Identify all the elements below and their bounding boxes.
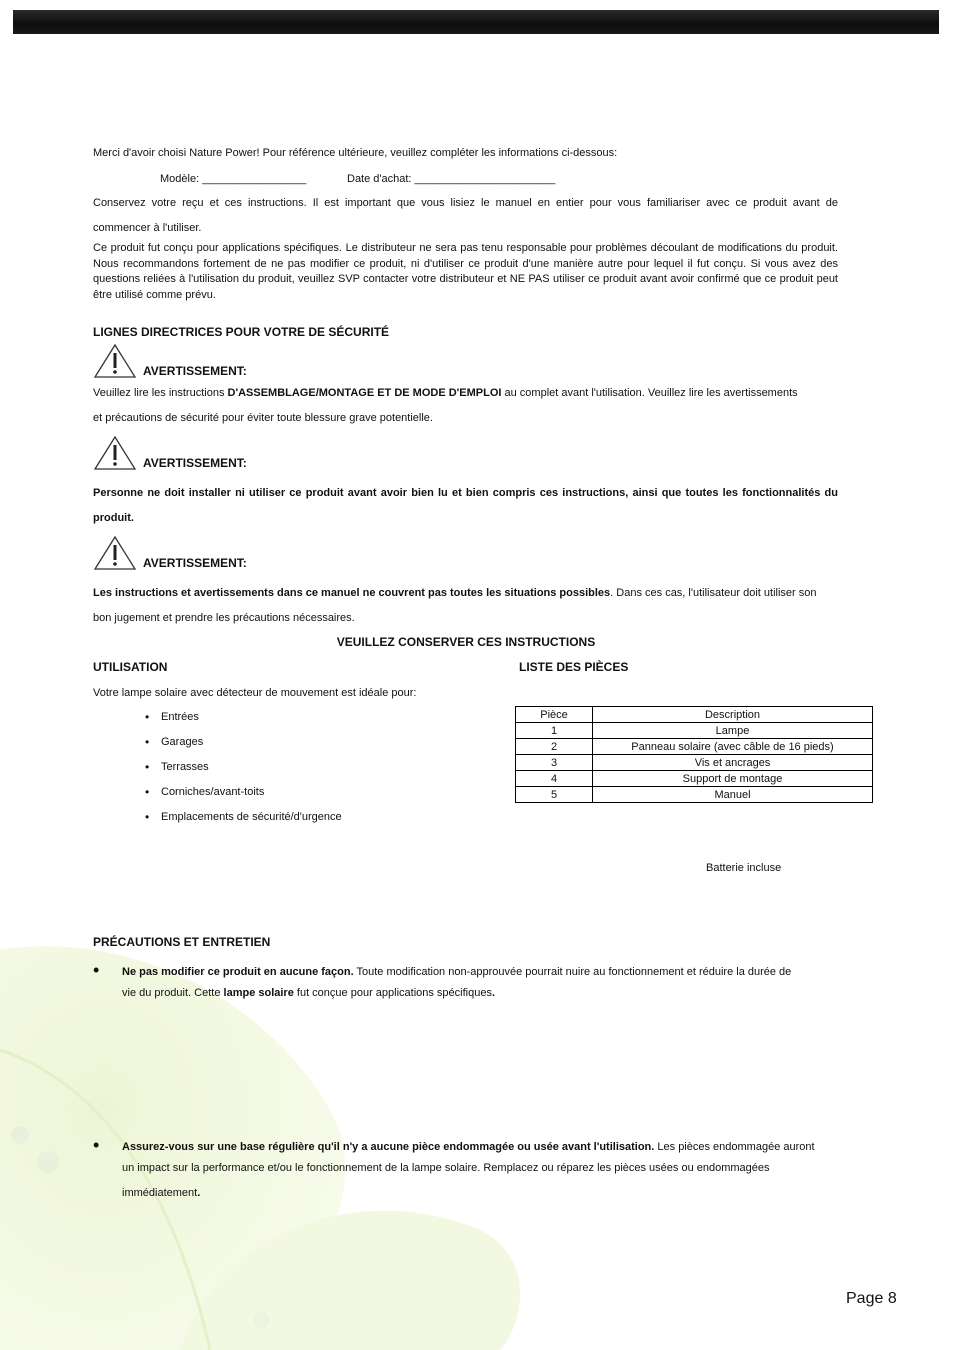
- care-point-2-line3: immédiatement.: [122, 1187, 201, 1199]
- warning-triangle-icon: [93, 535, 137, 571]
- warning-triangle-icon: [93, 343, 137, 379]
- warning-label-3: AVERTISSEMENT:: [143, 556, 247, 570]
- piece-number: 2: [516, 739, 593, 755]
- warning-1-text: Veuillez lire les instructions D'ASSEMBLAGE/MONTAGE ET DE MODE D'EMPLOI au complet avant l'utilisation. Veuillez lire les avertissements: [93, 387, 798, 399]
- keep-receipt-line1: Conservez votre reçu et ces instructions. Il est important que vous lisiez le manuel en entier pour vous familiariser avec ce produit avant de: [93, 197, 838, 209]
- piece-number: 1: [516, 723, 593, 739]
- care-point-1-line2: vie du produit. Cette lampe solaire fut conçue pour applications spécifiques.: [122, 987, 496, 999]
- table-header-row: [516, 707, 873, 723]
- warning-2-text-line2: produit.: [93, 512, 134, 524]
- table-row: [516, 771, 873, 787]
- usage-list-item: • Terrasses: [145, 760, 209, 774]
- care-heading: PRÉCAUTIONS ET ENTRETIEN: [93, 935, 271, 949]
- piece-number: 3: [516, 755, 593, 771]
- care-point-2: Assurez-vous sur une base régulière qu'il n'y a aucune pièce endommagée ou usée avant l'utilisation. Les pièces endommagée auront: [122, 1141, 815, 1153]
- col-header-description: Description: [593, 707, 873, 723]
- table-row: [516, 739, 873, 755]
- battery-note: Batterie incluse: [706, 862, 782, 874]
- parts-heading: LISTE DES PIÈCES: [519, 660, 629, 674]
- usage-intro: Votre lampe solaire avec détecteur de mouvement est idéale pour:: [93, 687, 417, 699]
- warning-2-text: Personne ne doit installer ni utiliser ce produit avant avoir bien lu et bien compris ces instructions, ainsi que toutes les fonctionnalités du: [93, 487, 838, 499]
- parts-table: [515, 706, 873, 803]
- piece-number: 4: [516, 771, 593, 787]
- page-number: Page 8: [846, 1290, 897, 1307]
- care-point-1: Ne pas modifier ce produit en aucune façon. Toute modification non-approuvée pourrait nuire au fonctionnement et réduire la durée de: [122, 966, 792, 978]
- table-row: [516, 787, 873, 803]
- warning-1-text-line2: et précautions de sécurité pour éviter toute blessure grave potentielle.: [93, 412, 433, 424]
- intro-text: Merci d'avoir choisi Nature Power! Pour référence ultérieure, veuillez compléter les informations ci-dessous:: [93, 147, 618, 159]
- warning-3-text: Les instructions et avertissements dans ce manuel ne couvrent pas toutes les situations possibles. Dans ces cas, l'utilisateur doit utiliser son: [93, 587, 817, 599]
- table-row: [516, 755, 873, 771]
- safety-heading: LIGNES DIRECTRICES POUR VOTRE DE SÉCURITÉ: [93, 325, 390, 339]
- bullet-icon: •: [93, 960, 100, 980]
- disclaimer-paragraph: Ce produit fut conçu pour applications spécifiques. Le distributeur ne sera pas tenu responsable pour problèmes découlant de modifications du produit. Nous recommandons fortement de ne pas modifier ce produit, ni d'utiliser ce produit d'une manière autre pour lequel il fut conçu. Si vous avez des questions reliées à l'utilisation du produit, veuillez SVP contacter votre distributeur et NE PAS utiliser ce produit avant avoir confirmé que ce produit peut être utilisé comme prévu.: [93, 242, 838, 301]
- warning-label-1: AVERTISSEMENT:: [143, 364, 247, 378]
- bullet-icon: •: [93, 1135, 100, 1155]
- model-field: Modèle: _________________: [160, 173, 307, 185]
- piece-description: Panneau solaire (avec câble de 16 pieds): [593, 739, 873, 755]
- warning-label-2: AVERTISSEMENT:: [143, 456, 247, 470]
- warning-3-text-line2: bon jugement et prendre les précautions nécessaires.: [93, 612, 355, 624]
- usage-list-item: • Emplacements de sécurité/d'urgence: [145, 810, 342, 824]
- piece-description: Manuel: [593, 787, 873, 803]
- table-row: [516, 723, 873, 739]
- piece-description: Lampe: [593, 723, 873, 739]
- keep-receipt-line2: commencer à l'utiliser.: [93, 222, 202, 234]
- purchase-date-field: Date d'achat: _______________________: [347, 173, 556, 185]
- keep-instructions-heading: VEUILLEZ CONSERVER CES INSTRUCTIONS: [336, 635, 596, 649]
- warning-triangle-icon: [93, 435, 137, 471]
- usage-list-item: • Entrées: [145, 710, 199, 724]
- care-point-2-line2: un impact sur la performance et/ou le fonctionnement de la lampe solaire. Remplacez ou réparez les pièces usées ou endommagées: [122, 1162, 770, 1174]
- piece-description: Vis et ancrages: [593, 755, 873, 771]
- header-bar: [13, 10, 939, 34]
- piece-description: Support de montage: [593, 771, 873, 787]
- usage-list-item: • Garages: [145, 735, 204, 749]
- usage-heading: UTILISATION: [93, 660, 168, 674]
- usage-list-item: • Corniches/avant-toits: [145, 785, 265, 799]
- col-header-piece: Pièce: [516, 707, 593, 723]
- piece-number: 5: [516, 787, 593, 803]
